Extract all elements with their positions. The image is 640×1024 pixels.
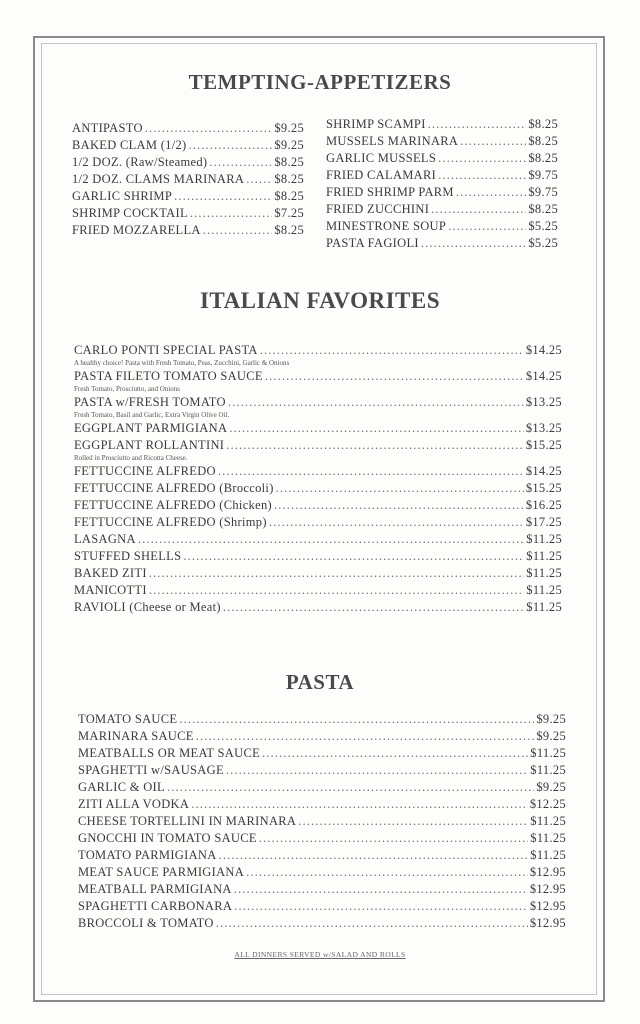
menu-item: [72, 171, 304, 188]
menu-item-price: $9.75: [528, 168, 558, 182]
menu-item-name: PASTA FILETO TOMATO SAUCE: [74, 369, 263, 383]
appetizers-left-list: [72, 120, 304, 239]
menu-item-name: STUFFED SHELLS: [74, 549, 182, 563]
menu-item-price: $11.25: [526, 566, 562, 580]
dot-leader: [189, 137, 273, 154]
menu-item: [72, 154, 304, 171]
menu-item-description: Fresh Tomato, Prosciutto, and Onions: [74, 385, 180, 393]
dot-leader: [234, 898, 528, 915]
menu-item-price: $9.75: [528, 185, 558, 199]
menu-item-row: [74, 582, 562, 599]
dot-leader: [274, 497, 524, 514]
menu-item: [326, 150, 558, 167]
appetizers-title: TEMPTING-APPETIZERS: [188, 70, 452, 94]
menu-item-name: FETTUCCINE ALFREDO (Broccoli): [74, 481, 274, 495]
menu-item-name: BAKED ZITI: [74, 566, 147, 580]
menu-item-name: FRIED CALAMARI: [326, 168, 437, 182]
menu-item: [326, 167, 558, 184]
menu-item-price: $11.25: [530, 746, 566, 760]
menu-item: [326, 116, 558, 133]
dot-leader: [174, 188, 272, 205]
menu-item-name: GARLIC & OIL: [78, 780, 165, 794]
menu-item-row: [74, 463, 562, 480]
menu-item: [78, 881, 566, 898]
menu-item-price: $5.25: [528, 219, 558, 233]
menu-item-row: [74, 342, 562, 359]
menu-item: [78, 847, 566, 864]
menu-item-price: $17.25: [525, 515, 562, 529]
dot-leader: [246, 171, 272, 188]
menu-item-row: [78, 881, 566, 898]
menu-item-name: SHRIMP SCAMPI: [326, 117, 426, 131]
menu-item-name: LASAGNA: [74, 532, 136, 546]
menu-item: [74, 514, 562, 531]
menu-item-row: [72, 120, 304, 137]
dot-leader: [265, 368, 524, 385]
menu-item-price: $9.25: [536, 712, 566, 726]
menu-item-row: [326, 167, 558, 184]
menu-item-row: [78, 847, 566, 864]
menu-item-price: $11.25: [530, 831, 566, 845]
menu-item-row: [72, 188, 304, 205]
menu-item-row: [326, 184, 558, 201]
menu-item-price: $14.25: [525, 464, 562, 478]
menu-item-price: $12.95: [529, 865, 566, 879]
menu-item-row: [74, 368, 562, 385]
menu-item-row: [78, 728, 566, 745]
dot-leader: [145, 120, 273, 137]
menu-item-price: $14.25: [525, 369, 562, 383]
dot-leader: [196, 728, 535, 745]
menu-item-row: [78, 796, 566, 813]
menu-item-price: $11.25: [526, 583, 562, 597]
dot-leader: [149, 582, 524, 599]
menu-item-price: $11.25: [526, 532, 562, 546]
menu-item-name: BROCCOLI & TOMATO: [78, 916, 214, 930]
menu-item-name: GNOCCHI IN TOMATO SAUCE: [78, 831, 257, 845]
menu-item-description: Fresh Tomato, Basil and Garlic, Extra Virgin Olive Oil.: [74, 411, 230, 419]
menu-item: [74, 582, 562, 599]
menu-item-row: [72, 205, 304, 222]
menu-item-price: $14.25: [525, 343, 562, 357]
menu-item-name: GARLIC MUSSELS: [326, 151, 437, 165]
dot-leader: [276, 480, 524, 497]
dot-leader: [438, 167, 526, 184]
menu-item-row: [72, 137, 304, 154]
menu-item-name: PASTA w/FRESH TOMATO: [74, 395, 226, 409]
menu-item-name: ANTIPASTO: [72, 121, 143, 135]
menu-item: [78, 813, 566, 830]
menu-item-price: $8.25: [274, 189, 304, 203]
dot-leader: [260, 342, 524, 359]
menu-item: [74, 463, 562, 480]
dot-leader: [179, 711, 534, 728]
menu-item-row: [78, 745, 566, 762]
menu-item: [72, 222, 304, 239]
menu-item-row: [78, 711, 566, 728]
dot-leader: [218, 463, 524, 480]
dot-leader: [226, 437, 524, 454]
footnote: ALL DINNERS SERVED w/SALAD AND ROLLS: [234, 950, 406, 959]
menu-item-row: [78, 830, 566, 847]
menu-item-row: [74, 599, 562, 616]
dot-leader: [216, 915, 528, 932]
menu-item-price: $12.25: [529, 797, 566, 811]
menu-item-description: A healthy choice! Pasta with Fresh Tomato, Peas, Zucchini, Garlic & Onions: [74, 359, 290, 367]
menu-item: [78, 745, 566, 762]
dot-leader: [229, 420, 524, 437]
menu-item-price: $11.25: [530, 814, 566, 828]
dot-leader: [262, 745, 528, 762]
menu-item-name: FETTUCCINE ALFREDO (Shrimp): [74, 515, 267, 529]
dot-leader: [448, 218, 526, 235]
menu-item-price: $5.25: [528, 236, 558, 250]
menu-item-price: $11.25: [530, 848, 566, 862]
menu-item-name: CARLO PONTI SPECIAL PASTA: [74, 343, 258, 357]
menu-item-row: [74, 497, 562, 514]
menu-item-price: $7.25: [274, 206, 304, 220]
menu-item-name: SPAGHETTI CARBONARA: [78, 899, 233, 913]
menu-item-name: EGGPLANT ROLLANTINI: [74, 438, 225, 452]
menu-item-price: $13.25: [525, 421, 562, 435]
menu-item-name: MUSSELS MARINARA: [326, 134, 459, 148]
menu-item: [74, 565, 562, 582]
menu-item-row: [72, 222, 304, 239]
menu-item-row: [72, 154, 304, 171]
menu-item-name: FRIED SHRIMP PARM: [326, 185, 454, 199]
menu-item-price: $11.25: [526, 600, 562, 614]
dot-leader: [428, 116, 527, 133]
menu-item: [72, 188, 304, 205]
menu-item: [326, 201, 558, 218]
dot-leader: [431, 201, 526, 218]
menu-item-price: $8.25: [528, 134, 558, 148]
dot-leader: [190, 205, 272, 222]
menu-item: [78, 915, 566, 932]
dot-leader: [259, 830, 528, 847]
appetizers-right-list: [326, 116, 558, 252]
menu-item: [326, 218, 558, 235]
menu-item-price: $8.25: [274, 155, 304, 169]
menu-item-name: 1/2 DOZ. CLAMS MARINARA: [72, 172, 245, 186]
menu-item-row: [326, 133, 558, 150]
menu-item-price: $9.25: [274, 138, 304, 152]
menu-item-row: [326, 150, 558, 167]
menu-item-name: MEATBALLS OR MEAT SAUCE: [78, 746, 261, 760]
menu-item: [78, 864, 566, 881]
dot-leader: [298, 813, 528, 830]
menu-item-price: $8.25: [274, 172, 304, 186]
menu-item: [78, 711, 566, 728]
menu-item: [78, 779, 566, 796]
menu-item-name: PASTA FAGIOLI: [326, 236, 419, 250]
menu-item-name: FETTUCCINE ALFREDO (Chicken): [74, 498, 272, 512]
menu-item-row: [74, 531, 562, 548]
menu-item: [78, 796, 566, 813]
menu-item-name: ZITI ALLA VODKA: [78, 797, 190, 811]
menu-item-name: RAVIOLI (Cheese or Meat): [74, 600, 221, 614]
dot-leader: [246, 864, 528, 881]
menu-item-row: [74, 394, 562, 411]
menu-item-row: [326, 201, 558, 218]
menu-item-name: MEATBALL PARMIGIANA: [78, 882, 232, 896]
menu-item-name: 1/2 DOZ. (Raw/Steamed): [72, 155, 208, 169]
dot-leader: [219, 847, 529, 864]
menu-item-name: GARLIC SHRIMP: [72, 189, 173, 203]
menu-item-row: [78, 898, 566, 915]
menu-item-price: $8.25: [528, 117, 558, 131]
menu-item-row: [78, 762, 566, 779]
dot-leader: [438, 150, 526, 167]
menu-item-name: SHRIMP COCKTAIL: [72, 206, 188, 220]
dot-leader: [183, 548, 524, 565]
menu-item-row: [78, 864, 566, 881]
menu-item-name: MARINARA SAUCE: [78, 729, 194, 743]
menu-item: [326, 235, 558, 252]
dot-leader: [269, 514, 524, 531]
menu-item: [72, 120, 304, 137]
menu-item-name: MANICOTTI: [74, 583, 147, 597]
menu-item-row: [74, 437, 562, 454]
menu-item-price: $8.25: [528, 151, 558, 165]
menu-item: [74, 394, 562, 420]
menu-item-price: $16.25: [525, 498, 562, 512]
menu-item: [326, 184, 558, 201]
dot-leader: [138, 531, 524, 548]
menu-item-row: [72, 171, 304, 188]
menu-item-name: SPAGHETTI w/SAUSAGE: [78, 763, 224, 777]
menu-item: [74, 599, 562, 616]
menu-item-name: MEAT SAUCE PARMIGIANA: [78, 865, 245, 879]
menu-item-price: $11.25: [526, 549, 562, 563]
menu-item-row: [78, 915, 566, 932]
menu-item-row: [326, 235, 558, 252]
menu-item-price: $9.25: [536, 780, 566, 794]
dot-leader: [167, 779, 534, 796]
favorites-title: ITALIAN FAVORITES: [199, 288, 441, 313]
menu-item-name: FRIED MOZZARELLA: [72, 223, 201, 237]
dot-leader: [421, 235, 527, 252]
menu-item: [72, 205, 304, 222]
dot-leader: [456, 184, 527, 201]
dot-leader: [234, 881, 528, 898]
menu-item: [74, 437, 562, 463]
pasta-list: [78, 711, 566, 932]
menu-item: [78, 762, 566, 779]
menu-item-row: [74, 565, 562, 582]
dot-leader: [203, 222, 273, 239]
menu-item-row: [74, 514, 562, 531]
menu-item-name: CHEESE TORTELLINI IN MARINARA: [78, 814, 297, 828]
menu-item-price: $12.95: [529, 899, 566, 913]
dot-leader: [209, 154, 272, 171]
menu-item-price: $12.95: [529, 882, 566, 896]
menu-item-row: [78, 779, 566, 796]
menu-item-price: $9.25: [274, 121, 304, 135]
menu-item: [78, 830, 566, 847]
menu-item: [74, 368, 562, 394]
menu-item-price: $13.25: [525, 395, 562, 409]
menu-item-row: [74, 480, 562, 497]
menu-item: [74, 420, 562, 437]
menu-item: [74, 497, 562, 514]
menu-item-price: $8.25: [274, 223, 304, 237]
menu-item-price: $15.25: [525, 481, 562, 495]
menu-item-row: [74, 548, 562, 565]
dot-leader: [149, 565, 525, 582]
pasta-title: PASTA: [285, 670, 355, 694]
menu-item: [74, 342, 562, 368]
menu-item: [74, 548, 562, 565]
menu-item-row: [326, 218, 558, 235]
menu-item-row: [326, 116, 558, 133]
menu-item-name: MINESTRONE SOUP: [326, 219, 447, 233]
menu-item-name: BAKED CLAM (1/2): [72, 138, 187, 152]
menu-item-name: FRIED ZUCCHINI: [326, 202, 430, 216]
menu-item-price: $8.25: [528, 202, 558, 216]
menu-item: [78, 728, 566, 745]
menu-item: [326, 133, 558, 150]
menu-item: [72, 137, 304, 154]
menu-item-price: $15.25: [525, 438, 562, 452]
menu-item-name: FETTUCCINE ALFREDO: [74, 464, 216, 478]
menu-item-row: [74, 420, 562, 437]
menu-item: [74, 531, 562, 548]
menu-item-description: Rolled in Prosciutto and Ricotta Cheese.: [74, 454, 188, 462]
menu-item-name: TOMATO SAUCE: [78, 712, 178, 726]
dot-leader: [223, 599, 524, 616]
menu-item-row: [78, 813, 566, 830]
menu-item: [78, 898, 566, 915]
menu-item-name: TOMATO PARMIGIANA: [78, 848, 217, 862]
dot-leader: [191, 796, 528, 813]
menu-item-name: EGGPLANT PARMIGIANA: [74, 421, 228, 435]
menu-item-price: $9.25: [536, 729, 566, 743]
dot-leader: [460, 133, 526, 150]
menu-item: [74, 480, 562, 497]
menu-item-price: $11.25: [530, 763, 566, 777]
dot-leader: [228, 394, 524, 411]
dot-leader: [226, 762, 528, 779]
menu-item-price: $12.95: [529, 916, 566, 930]
favorites-list: [74, 342, 562, 616]
